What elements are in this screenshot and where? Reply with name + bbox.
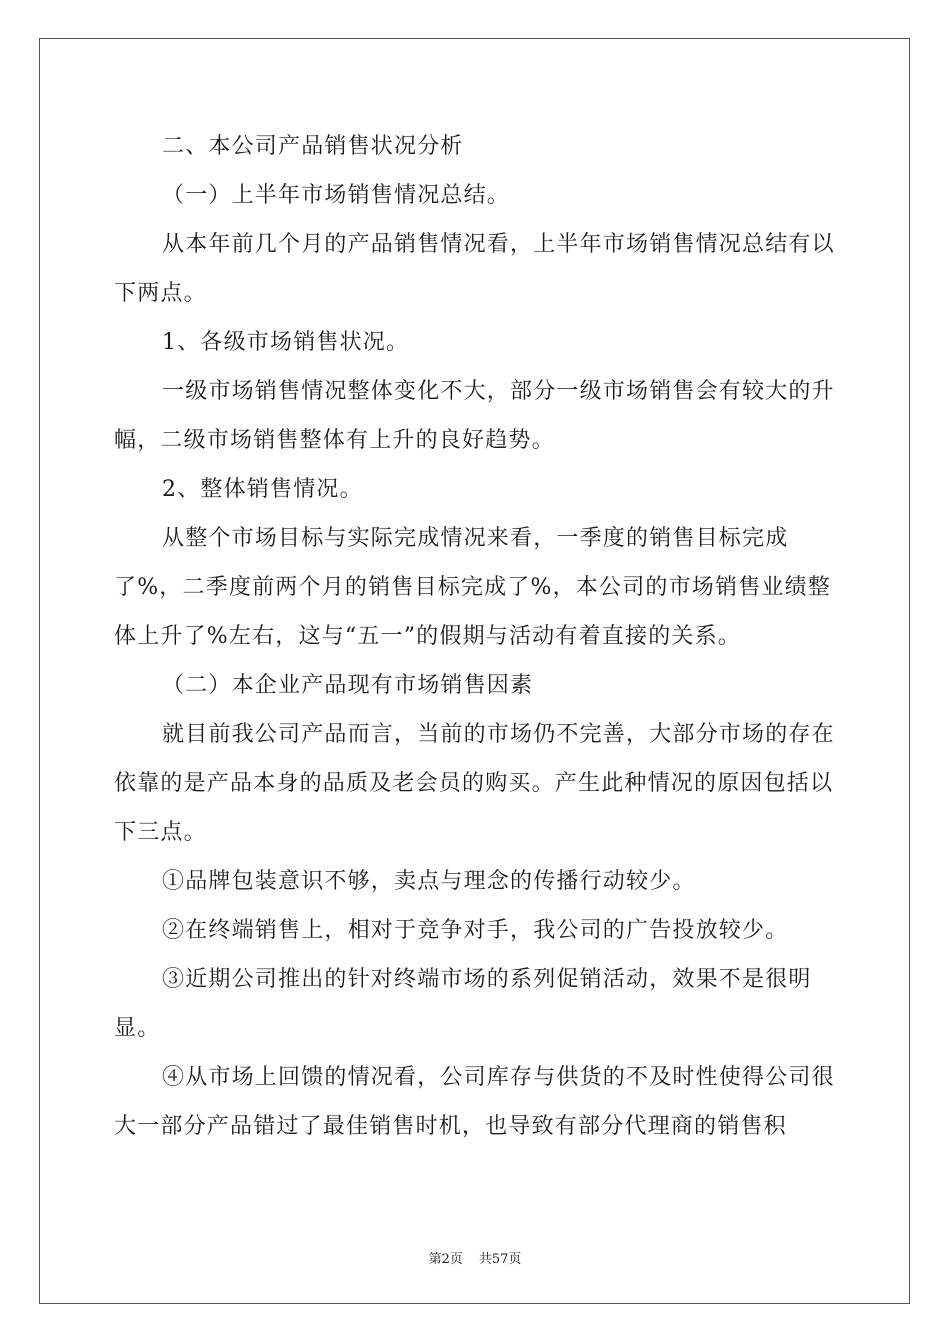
document-body: [114, 122, 837, 1151]
body-paragraph: 就目前我公司产品而言，当前的市场仍不完善，大部分市场的存在依靠的是产品本身的品质及老会员的购买。产生此种情况的原因包括以下三点。: [114, 722, 835, 845]
list-item: ②在终端销售上，相对于竞争对手，我公司的广告投放较少。: [162, 918, 789, 943]
body-paragraph: 从整个市场目标与实际完成情况来看，一季度的销售目标完成了%，二季度前两个月的销售目标完成了%，本公司的市场销售业绩整体上升了%左右，这与“五一”的假期与活动有着直接的关系。: [114, 526, 832, 649]
list-heading: 2、整体销售情况。: [162, 477, 363, 502]
list-heading: 1、各级市场销售状况。: [162, 330, 410, 355]
list-item: ③近期公司推出的针对终端市场的系列促销活动，效果不是很明显。: [114, 967, 812, 1041]
page-footer: [0, 1248, 950, 1267]
page-number: 第2页: [428, 1252, 463, 1267]
section-heading: 二、本公司产品销售状况分析: [162, 134, 464, 159]
list-item: ④从市场上回馈的情况看，公司库存与供货的不及时性使得公司很大一部分产品错过了最佳销售时机，也导致有部分代理商的销售积: [114, 1065, 835, 1139]
subsection-heading: （一）上半年市场销售情况总结。: [162, 183, 511, 208]
body-paragraph: 一级市场销售情况整体变化不大，部分一级市场销售会有较大的升幅，二级市场销售整体有上升的良好趋势。: [114, 379, 835, 453]
body-paragraph: 从本年前几个月的产品销售情况看，上半年市场销售情况总结有以下两点。: [114, 232, 835, 306]
subsection-heading: （二）本企业产品现有市场销售因素: [162, 673, 534, 698]
list-item: ①品牌包装意识不够，卖点与理念的传播行动较少。: [162, 869, 696, 894]
total-pages: 共57页: [478, 1252, 522, 1267]
